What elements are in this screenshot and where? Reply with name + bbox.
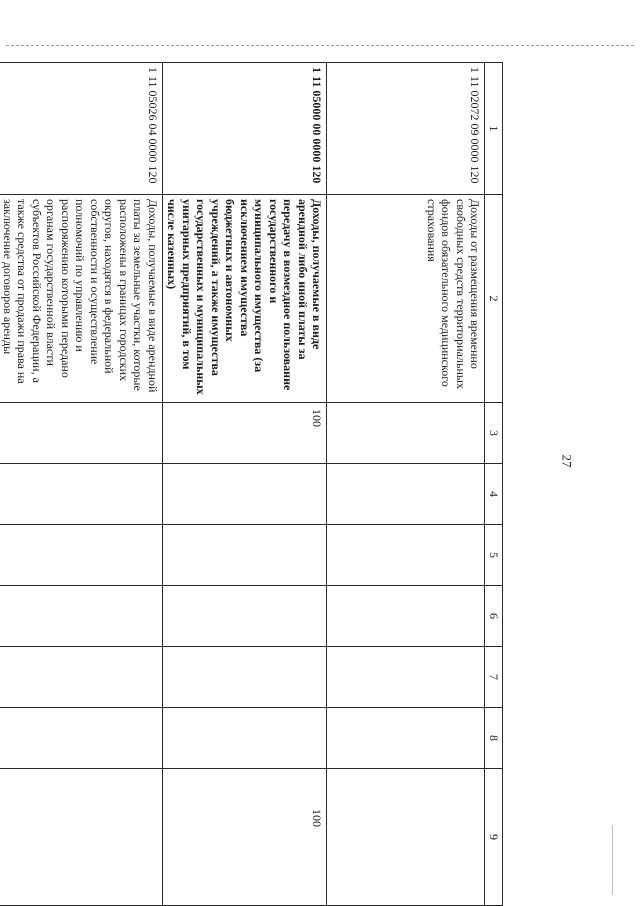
value-cell: [0, 708, 163, 769]
scan-artifact-line: [612, 825, 613, 895]
value-cell: [0, 464, 163, 525]
value-cell: [0, 403, 163, 464]
value-cell: [0, 525, 163, 586]
header-cell: 2: [485, 195, 503, 403]
name-cell: Доходы, получаемые в виде арендной либо иной платы за передачу в возмездное пользование государственного и муниципального имущества (за исключением имущества бюджетных и автономных учреждений, а также имущества государственных и муниципальных унитарных предприятий, в том числе казенных): [163, 195, 328, 403]
value-cell: [163, 464, 328, 525]
header-cell: 7: [485, 647, 503, 708]
value-cell: [327, 647, 485, 708]
scan-dashed-line: [6, 45, 634, 46]
value-cell: [163, 708, 328, 769]
value-cell: [327, 708, 485, 769]
header-cell: 8: [485, 708, 503, 769]
value-cell: [327, 525, 485, 586]
value-cell: 100: [163, 403, 328, 464]
value-cell: [327, 769, 485, 906]
value-cell: [327, 586, 485, 647]
value-cell: [327, 464, 485, 525]
value-cell: [0, 586, 163, 647]
page-number: 27: [559, 454, 575, 468]
table-row: [0, 63, 163, 906]
header-cell: 5: [485, 525, 503, 586]
table-row: [163, 63, 328, 906]
header-cell: 4: [485, 464, 503, 525]
header-cell: 6: [485, 586, 503, 647]
name-cell: Доходы от размещения временно свободных средств территориальных фондов обязательного медицинского страхования: [327, 195, 485, 403]
value-cell: [327, 403, 485, 464]
rotated-page-content: [1, 62, 503, 905]
value-cell: [163, 647, 328, 708]
table-row: [327, 63, 485, 906]
table-header-row: [485, 63, 503, 906]
code-cell: 1 11 05000 00 0000 120: [163, 63, 328, 195]
code-cell: 1 11 05026 04 0000 120: [0, 63, 163, 195]
value-cell: [0, 647, 163, 708]
code-cell: 1 11 02072 09 0000 120: [327, 63, 485, 195]
header-cell: 1: [485, 63, 503, 195]
name-cell: Доходы, получаемые в виде арендной платы за земельные участки, которые расположены в границах городских округов, находятся в федеральной собственности и осуществление полномочий по управлению и распоряжению которыми передано органам государственной власти субъектов Российской Федерации, а также средства от продажи права на заключение договоров аренды: [0, 195, 163, 403]
header-cell: 3: [485, 403, 503, 464]
revenue-table: [0, 62, 503, 906]
value-cell: [163, 525, 328, 586]
value-cell: [0, 769, 163, 906]
header-cell: 9: [485, 769, 503, 906]
value-cell: 100: [163, 769, 328, 906]
value-cell: [163, 586, 328, 647]
